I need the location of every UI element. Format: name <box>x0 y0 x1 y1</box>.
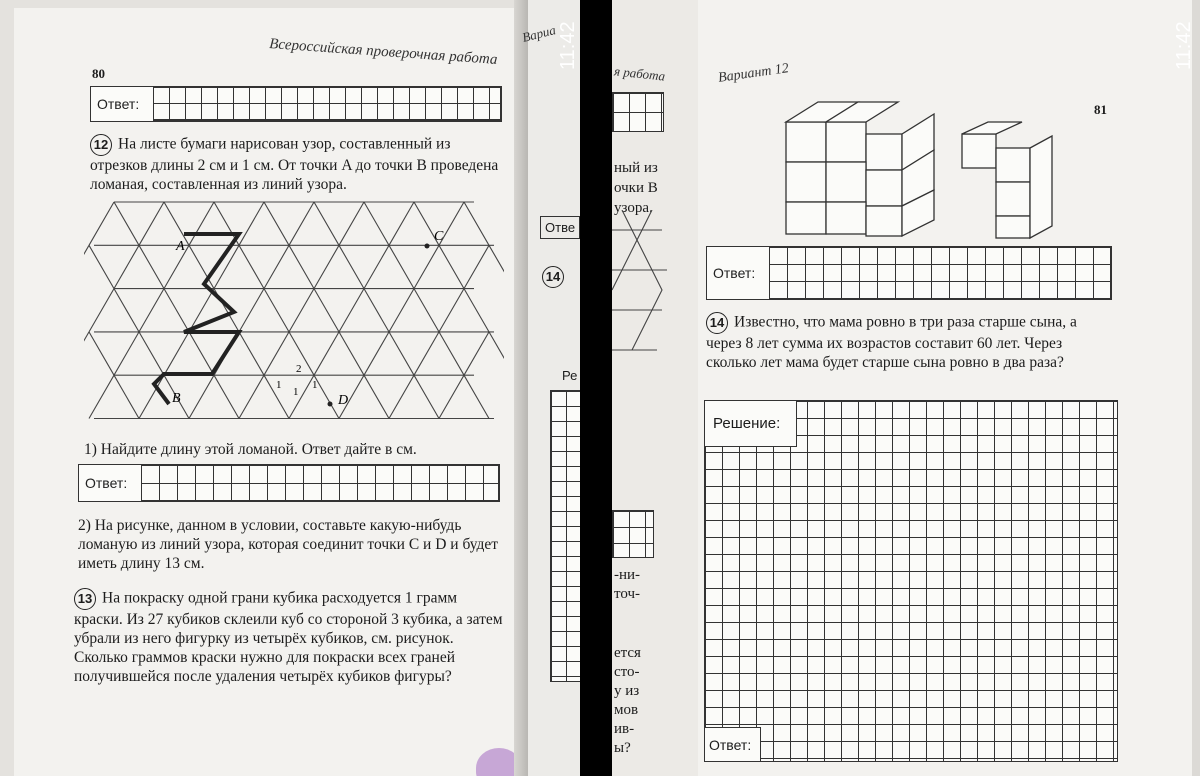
task-13-text <box>74 588 504 686</box>
right-photo <box>612 0 1200 776</box>
next-page-edge <box>520 0 580 776</box>
fragment: очки B <box>614 180 658 196</box>
task-13-body: На покраску одной грани кубика расходуется 1 грамм краски. Из 27 кубиков склеили куб со стороной 3 кубика, а затем убрали из него фигурку из четырёх кубиков, см. рисунок. Сколько граммов краски нужно для покраски всех граней получившейся после удаления четырёх кубиков фигуры? <box>74 589 503 685</box>
fragment: ив- <box>614 721 635 737</box>
task-number-14-edge: 14 <box>542 266 564 288</box>
fragment: ный из <box>614 160 658 176</box>
fragment: точ- <box>614 586 641 602</box>
task-number-12: 12 <box>90 134 112 156</box>
answer-label: Ответ: <box>85 475 128 491</box>
task-12-body: На листе бумаги нарисован узор, составленный из отрезков длины 2 см и 1 см. От точки A до точки B проведена ломаная, составленная из линий узора. <box>90 135 499 193</box>
segment-label-1-right: 1 <box>312 379 318 391</box>
screenshot-divider <box>580 0 612 776</box>
solution-grid[interactable] <box>705 401 1117 761</box>
answer-box-q1[interactable] <box>78 464 500 502</box>
fragment: ы? <box>614 740 631 756</box>
task-12-question-1: 1) Найдите длину этой ломаной. Ответ дайте в см. <box>84 441 417 458</box>
left-photo <box>0 0 580 776</box>
running-head: Всероссийская проверочная работа <box>268 36 498 68</box>
solution-grid-edge <box>550 390 580 682</box>
prev-lattice-edge <box>612 210 672 370</box>
task-12-question-2: 2) На рисунке, данном в условии, составьте какую-нибудь ломаную из линий узора, которая соединит точки C и D и будет иметь длину 13 см. <box>78 517 499 572</box>
fragment: узора. <box>614 200 653 216</box>
solution-box[interactable] <box>704 400 1118 762</box>
fragment: ется <box>614 645 641 661</box>
right-page <box>698 0 1192 776</box>
book-spine <box>514 0 528 776</box>
point-a-label: A <box>176 239 185 254</box>
task-12-text <box>90 134 505 194</box>
task-14-text <box>706 312 1116 372</box>
answer-label: Ответ: <box>713 265 756 281</box>
answer-label: Ответ: <box>97 96 140 112</box>
prev-page-edge <box>612 0 698 776</box>
segment-label-1-mid: 1 <box>293 386 299 398</box>
point-d-label: D <box>338 393 349 408</box>
answer-box-task-13[interactable] <box>706 246 1112 300</box>
point-b-label: B <box>172 391 181 406</box>
prev-text-fragments <box>614 158 658 218</box>
page-number: 81 <box>1094 102 1107 117</box>
status-bar-time: 11:42 <box>1173 21 1195 70</box>
segment-label-2: 2 <box>296 363 302 375</box>
status-bar-time: 11:42 <box>557 21 579 70</box>
prev-text-fragments-lower <box>614 566 641 758</box>
triangle-pattern-figure <box>84 194 504 429</box>
task-number-13: 13 <box>74 588 96 610</box>
segment-label-1-left: 1 <box>276 379 282 391</box>
prev-page-head: я работа <box>613 63 666 84</box>
task-14-body: Известно, что мама ровно в три раза старше сына, а через 8 лет сумма их возрастов составит 60 лет. Через сколько лет мама будет старше сына ровно в два раза? <box>706 313 1077 371</box>
left-page <box>14 8 514 776</box>
point-c-dot <box>425 244 430 249</box>
fragment: мов <box>614 702 639 718</box>
solution-edge-label: Ре <box>562 368 578 383</box>
fragment: у из <box>614 683 640 699</box>
prev-grid-edge <box>612 510 654 558</box>
next-page-head: Вариа <box>520 22 558 45</box>
running-head: Вариант 12 <box>717 61 790 86</box>
task-number-14: 14 <box>706 312 728 334</box>
point-d-dot <box>328 402 333 407</box>
cube-figure <box>766 94 1056 244</box>
prev-answer-grid-edge <box>612 92 664 132</box>
point-c-label: C <box>434 229 444 244</box>
answer-box-top[interactable] <box>90 86 502 122</box>
page-number: 80 <box>92 66 105 81</box>
solution-label: Решение: <box>705 401 797 447</box>
solution-answer-label: Ответ: <box>705 727 761 761</box>
answer-edge-label: Отве <box>540 216 580 239</box>
fragment: -ни- <box>614 567 641 583</box>
fragment: сто- <box>614 664 640 680</box>
